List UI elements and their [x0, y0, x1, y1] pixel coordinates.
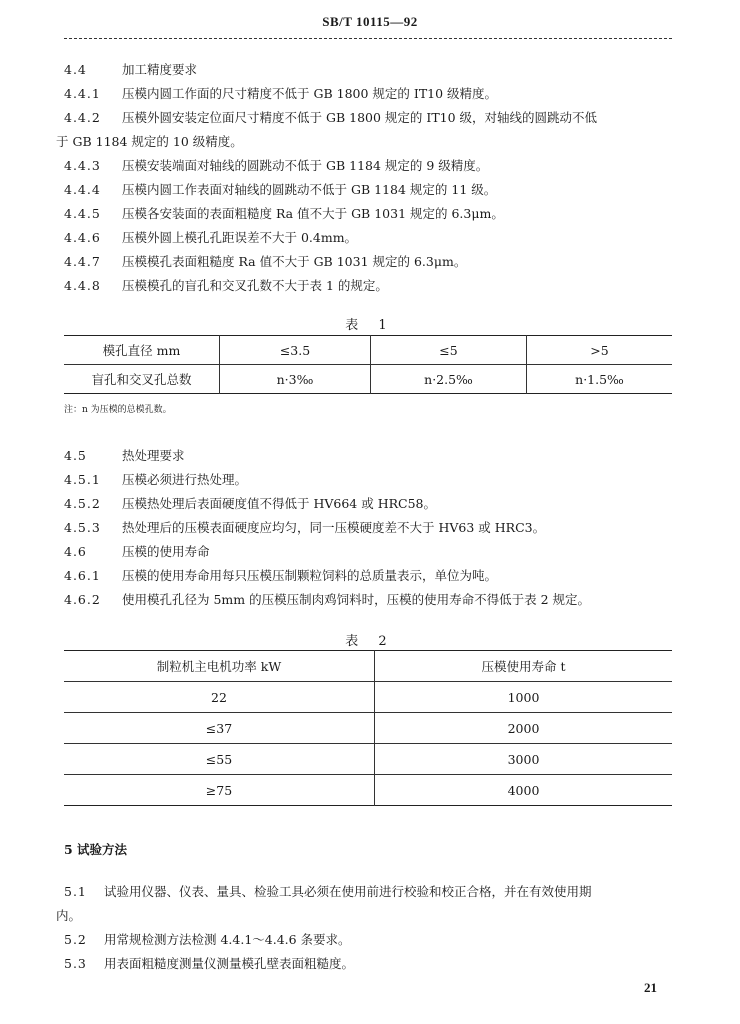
table-cell: 4000 — [375, 775, 673, 806]
section-4-4-heading: 4.4 加工精度要求 — [64, 62, 198, 77]
clause-5-1-continued: 内。 — [56, 908, 82, 923]
clause-4-5-1: 4.5.1 压模必须进行热处理。 — [64, 472, 248, 487]
running-header: SB/T 10115—92 — [322, 14, 418, 29]
clause-5-2: 5.2 用常规检测方法检测 4.4.1～4.4.6 条要求。 — [64, 932, 351, 947]
table-cell: 压模使用寿命 t — [481, 659, 566, 674]
table-cell: n·3‰ — [220, 365, 371, 394]
table-1-caption: 表 1 — [345, 318, 395, 333]
table-row — [64, 744, 672, 775]
table-1-data-row — [64, 365, 672, 394]
clause-5-1: 5.1 试验用仪器、仪表、量具、检验工具必须在使用前进行校验和校正合格，并在有效使用期 — [64, 884, 592, 899]
table-cell: n·1.5‰ — [527, 365, 673, 394]
header-divider — [64, 38, 672, 39]
table-cell: n·2.5‰ — [371, 365, 527, 394]
clause-4-4-5: 4.4.5 压模各安装面的表面粗糙度 Ra 值不大于 GB 1031 规定的 6.3μm。 — [64, 206, 504, 221]
clause-4-5-2: 4.5.2 压模热处理后表面硬度值不得低于 HV664 或 HRC58。 — [64, 496, 436, 511]
clause-4-5-3: 4.5.3 热处理后的压模表面硬度应均匀，同一压模硬度差不大于 HV63 或 HRC3。 — [64, 520, 546, 535]
table-2-caption: 表 2 — [345, 634, 395, 649]
section-4-6-heading: 4.6 压模的使用寿命 — [64, 544, 210, 559]
table-cell: 模孔直径 mm — [64, 336, 220, 365]
table-cell: ≤5 — [371, 336, 527, 365]
table-1 — [64, 335, 672, 394]
table-1-note: 注：n 为压模的总模孔数。 — [64, 405, 172, 415]
clause-4-4-6: 4.4.6 压模外圆上模孔孔距误差不大于 0.4mm。 — [64, 230, 358, 245]
table-cell: ≤37 — [64, 713, 375, 744]
page-number: 21 — [644, 980, 657, 995]
clause-4-4-2-continued: 于 GB 1184 规定的 10 级精度。 — [56, 134, 243, 149]
table-cell: 2000 — [375, 713, 673, 744]
clause-4-6-2: 4.6.2 使用模孔孔径为 5mm 的压模压制肉鸡饲料时，压模的使用寿命不得低于表 2 规定。 — [64, 592, 591, 607]
table-cell: 制粒机主电机功率 kW — [64, 651, 375, 682]
table-row — [64, 682, 672, 713]
clause-4-4-3: 4.4.3 压模安装端面对轴线的圆跳动不低于 GB 1184 规定的 9 级精度。 — [64, 158, 489, 173]
table-cell: >5 — [527, 336, 673, 365]
table-cell: ≤55 — [64, 744, 375, 775]
section-5-heading: 5 试验方法 — [64, 842, 128, 857]
table-2 — [64, 650, 672, 806]
clause-4-4-7: 4.4.7 压模模孔表面粗糙度 Ra 值不大于 GB 1031 规定的 6.3μm。 — [64, 254, 467, 269]
table-cell: 1000 — [375, 682, 673, 713]
table-cell: ≤3.5 — [220, 336, 371, 365]
table-cell: 盲孔和交叉孔总数 — [64, 365, 220, 394]
clause-4-4-4: 4.4.4 压模内圆工作表面对轴线的圆跳动不低于 GB 1184 规定的 11 级。 — [64, 182, 497, 197]
clause-4-6-1: 4.6.1 压模的使用寿命用每只压模压制颗粒饲料的总质量表示，单位为吨。 — [64, 568, 498, 583]
table-row — [64, 775, 672, 806]
clause-5-3: 5.3 用表面粗糙度测量仪测量模孔壁表面粗糙度。 — [64, 956, 355, 971]
clause-4-4-2: 4.4.2 压模外圆安装定位面尺寸精度不低于 GB 1800 规定的 IT10 级，对轴线的圆跳动不低 — [64, 110, 598, 125]
clause-4-4-1: 4.4.1 压模内圆工作面的尺寸精度不低于 GB 1800 规定的 IT10 级精度。 — [64, 86, 498, 101]
table-cell: 3000 — [375, 744, 673, 775]
table-cell: 22 — [64, 682, 375, 713]
clause-4-4-8: 4.4.8 压模模孔的盲孔和交叉孔数不大于表 1 的规定。 — [64, 278, 388, 293]
section-4-5-heading: 4.5 热处理要求 — [64, 448, 185, 463]
table-1-header-row — [64, 336, 672, 365]
table-cell: ≥75 — [64, 775, 375, 806]
table-row — [64, 713, 672, 744]
table-2-header-row — [64, 651, 672, 682]
